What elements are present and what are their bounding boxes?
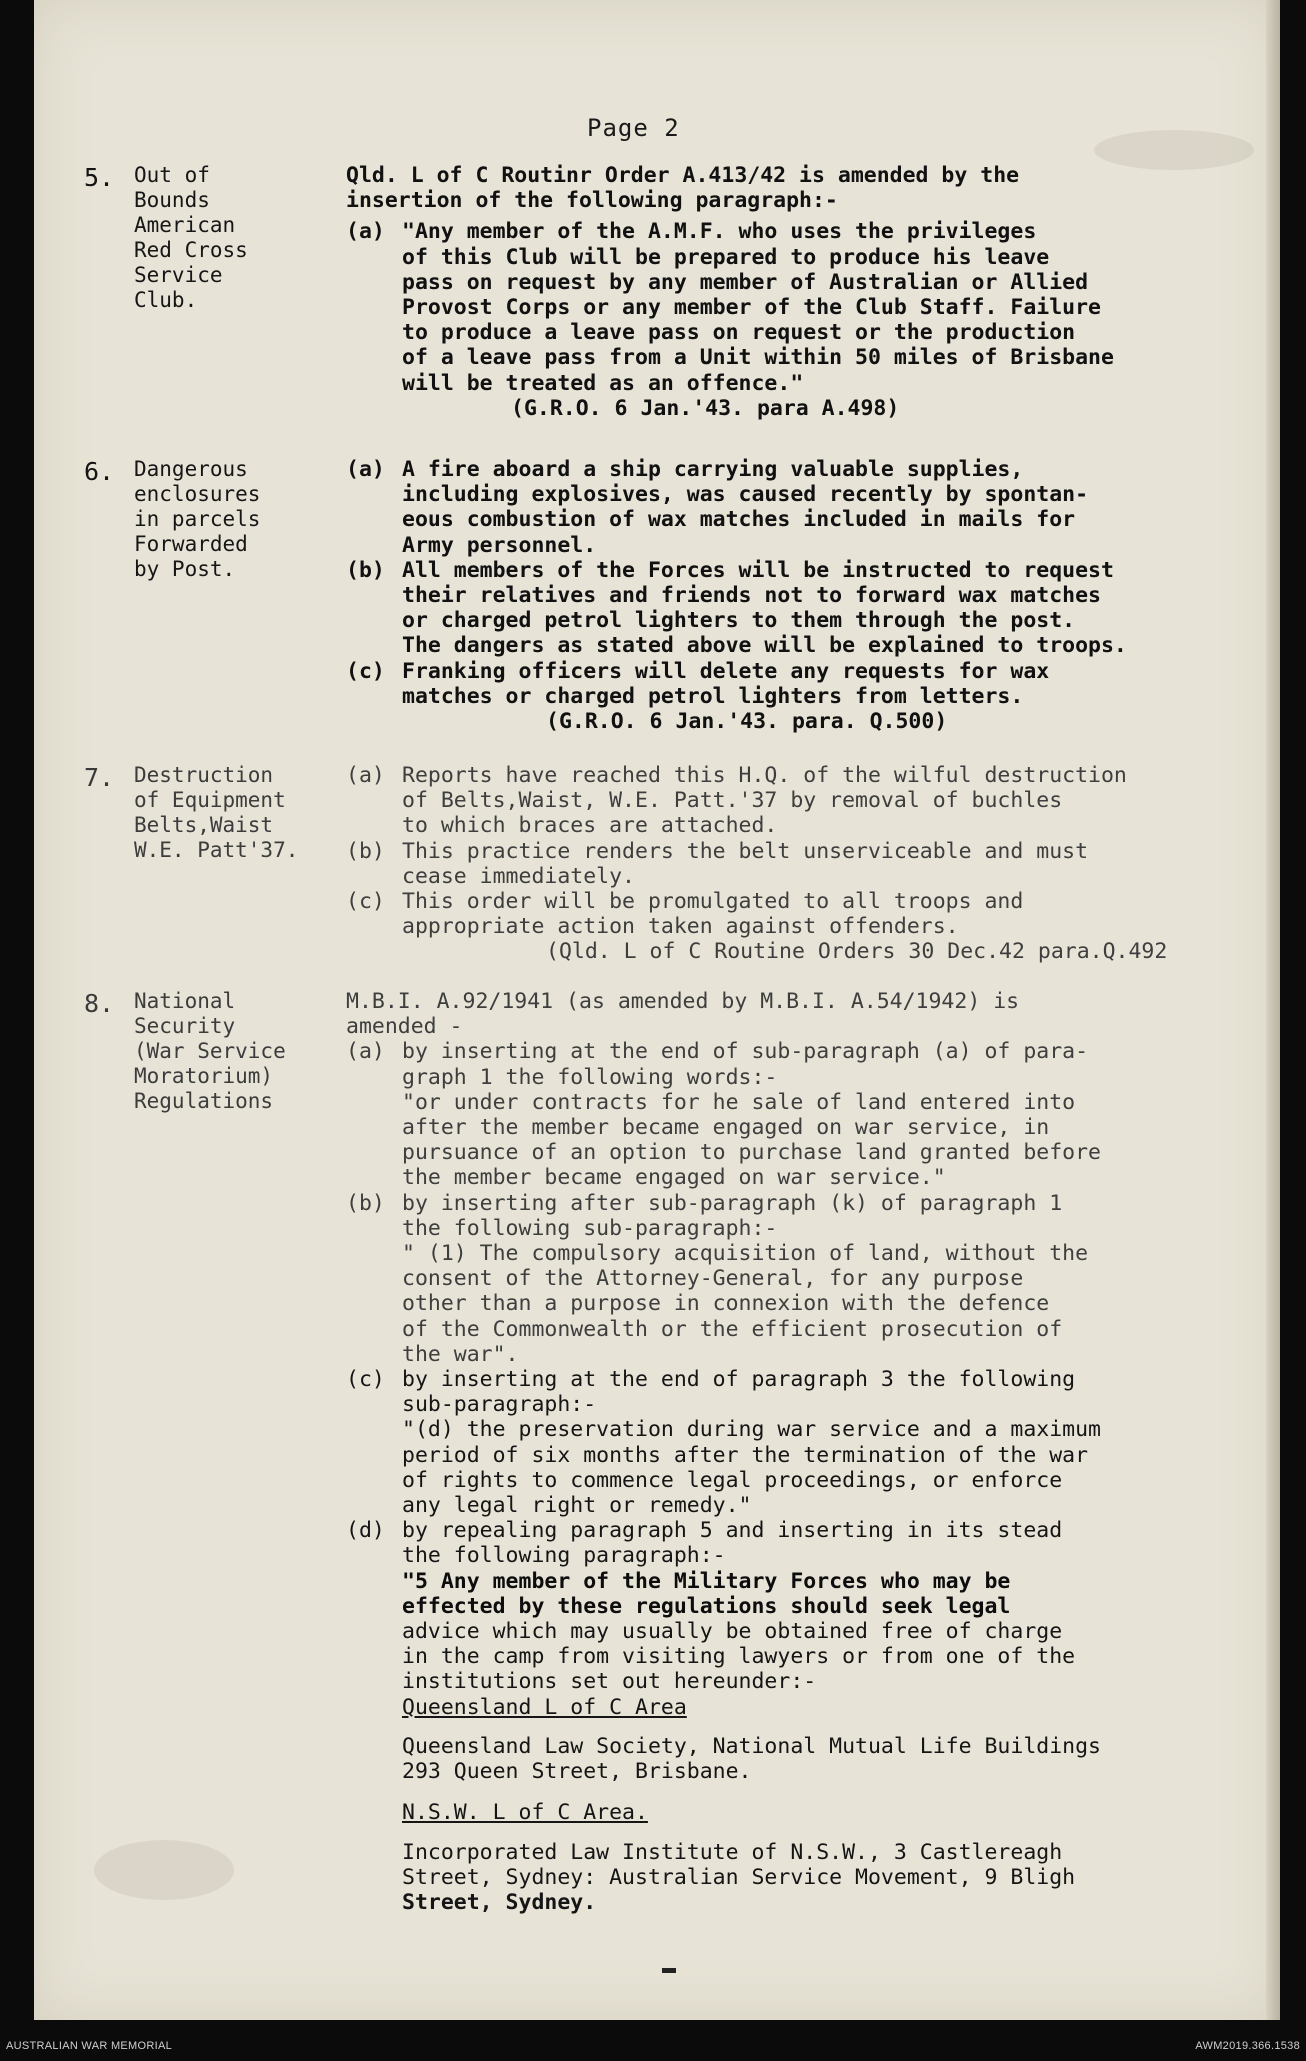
paragraph-c: (c) by inserting at the end of paragraph 3 the following sub-paragraph:- "(d) the preservation during war service and a maximum period of six months after the termination of the war of rights to commence legal proceedings, or enforce any legal right or remedy."	[346, 1367, 1101, 1519]
paragraph-b: (b) All members of the Forces will be instructed to request their relatives and friends not to forward wax matches or charged petrol lighters to them through the post. The dangers as stated above will be explained to troops.	[346, 557, 1127, 659]
section-side-title: Out of Bounds American Red Cross Service Club.	[134, 163, 248, 312]
section-number: 5.	[84, 163, 115, 192]
paragraph-b: (b) This practice renders the belt unserviceable and must cease immediately.	[346, 838, 1089, 889]
reference: (G.R.O. 6 Jan.'43. para. Q.500)	[546, 709, 948, 735]
paragraph-a: (a) Reports have reached this H.Q. of the wilful destruction of Belts,Waist, W.E. Patt.'37 by removal of buchles to which braces are attached.	[346, 763, 1127, 839]
section-side-title: Dangerous enclosures in parcels Forwarded by Post.	[134, 457, 261, 581]
section-side-title: Destruction of Equipment Belts,Waist W.E. Patt'37.	[134, 763, 299, 862]
address-heading: N.S.W. L of C Area.	[402, 1800, 648, 1826]
paragraph-c: (c) This order will be promulgated to all troops and appropriate action taken against offenders.	[346, 889, 1024, 940]
section-body: M.B.I. A.92/1941 (as amended by M.B.I. A.54/1942) is amended - (a) by inserting at the end of sub-paragraph (a) of para- graph 1 the following words:- "or under contracts for he sale of land entered into after the member became engaged on war service, in pursuance of an option to purchase land granted before the member became engaged on war service." (b) by inserting after sub-paragraph (k) of paragraph 1 the following sub-paragraph:- " (1) The compulsory acquisition of land, without the consent of the Attorney-General, for any purpose other than a purpose in connexion with the defence of the Commonwealth or the efficient prosecution of the war". (c) by inserting at the end of paragraph 3 the following sub-paragraph:- "(d) the preservation during war service and a maximum period of six months after the termination of the war of rights to commence legal proceedings, or enforce any legal right or remedy." (d) by repealing paragraph 5 and inserting in its stead the following paragraph:- "5 Any member of the Military Forces who may be effected by these regulations should seek legal advice which may usually be obtained free of charge in the camp from visiting lawyers or from one of the institutions set out hereunder:- Queensland L of C Area Queensland Law Society, National Mutual Life Buildings 293 Queen Street, Brisbane. N.S.W. L of C Area. Incorporated Law Institute of N.S.W., 3 Castlereagh Street, Sydney: Australian Service Movement, 9 Bligh Street, Sydney.	[346, 989, 1276, 1915]
paragraph-d: (d) by repealing paragraph 5 and inserting in its stead the following paragraph:- "5 Any member of the Military Forces who may be effected by these regulations should seek legal advice which may usually be obtained free of charge in the camp from visiting lawyers or from one of the institutions set out hereunder:-	[346, 1518, 1076, 1695]
paragraph-a: (a) by inserting at the end of sub-paragraph (a) of para- graph 1 the following words:- "or under contracts for he sale of land entered into after the member became engaged on war service, in pursuance of an option to purchase land granted before the member became engaged on war service."	[346, 1039, 1101, 1191]
section-body	[346, 763, 1276, 965]
section-side-title: National Security (War Service Moratorium) Regulations	[134, 989, 286, 1113]
section-body	[346, 457, 1276, 734]
paragraph-c: (c) Franking officers will delete any requests for wax matches or charged petrol lighters from letters.	[346, 658, 1050, 709]
paragraph-b: (b) by inserting after sub-paragraph (k) of paragraph 1 the following sub-paragraph:- " (1) The compulsory acquisition of land, without the consent of the Attorney-General, for any purpose other than a purpose in connexion with the defence of the Commonwealth or the efficient prosecution of the war".	[346, 1190, 1089, 1367]
section-number: 7.	[84, 763, 115, 792]
document-page	[34, 0, 1280, 2020]
paragraph-a: (a) A fire aboard a ship carrying valuable supplies, including explosives, was caused recently by spontan- eous combustion of wax matches included in mails for Army personnel.	[346, 457, 1089, 558]
section-number: 8.	[84, 989, 115, 1018]
reference: (G.R.O. 6 Jan.'43. para A.498)	[511, 395, 900, 421]
page-number: Page 2	[587, 114, 680, 142]
section-body: Qld. L of C Routinr Order A.413/42 is amended by the insertion of the following paragraph:- (a) "Any member of the A.M.F. who uses the privileges of this Club will be prepared to produce his leave pass on request by any member of Australian or Allied Provost Corps or any member of the Club Staff. Failure to produce a leave pass on request or the production of a leave pass from a Unit within 50 miles of Brisbane will be treated as an offence." (G.R.O. 6 Jan.'43. para A.498)	[346, 163, 1276, 421]
footer-reference: AWM2019.366.1538	[1195, 2040, 1300, 2052]
stain	[94, 1840, 234, 1900]
paragraph-a: (a) "Any member of the A.M.F. who uses the privileges of this Club will be prepared to produce his leave pass on request by any member of Australian or Allied Provost Corps or any member of the Club Staff. Failure to produce a leave pass on request or the production of a leave pass from a Unit within 50 miles of Brisbane will be treated as an offence."	[346, 219, 1114, 396]
address-block: Queensland L of C Area Queensland Law Society, National Mutual Life Buildings 293 Queen Street, Brisbane. N.S.W. L of C Area. Incorporated Law Institute of N.S.W., 3 Castlereagh Street, Sydney: Australian Service Movement, 9 Bligh Street, Sydney.	[346, 1695, 1276, 1915]
reference: (Qld. L of C Routine Orders 30 Dec.42 para.Q.492	[546, 939, 1168, 965]
section-number: 6.	[84, 457, 115, 486]
address-heading: Queensland L of C Area	[402, 1694, 687, 1720]
footer-credit: AUSTRALIAN WAR MEMORIAL	[6, 2040, 173, 2052]
page-mark	[662, 1968, 676, 1973]
